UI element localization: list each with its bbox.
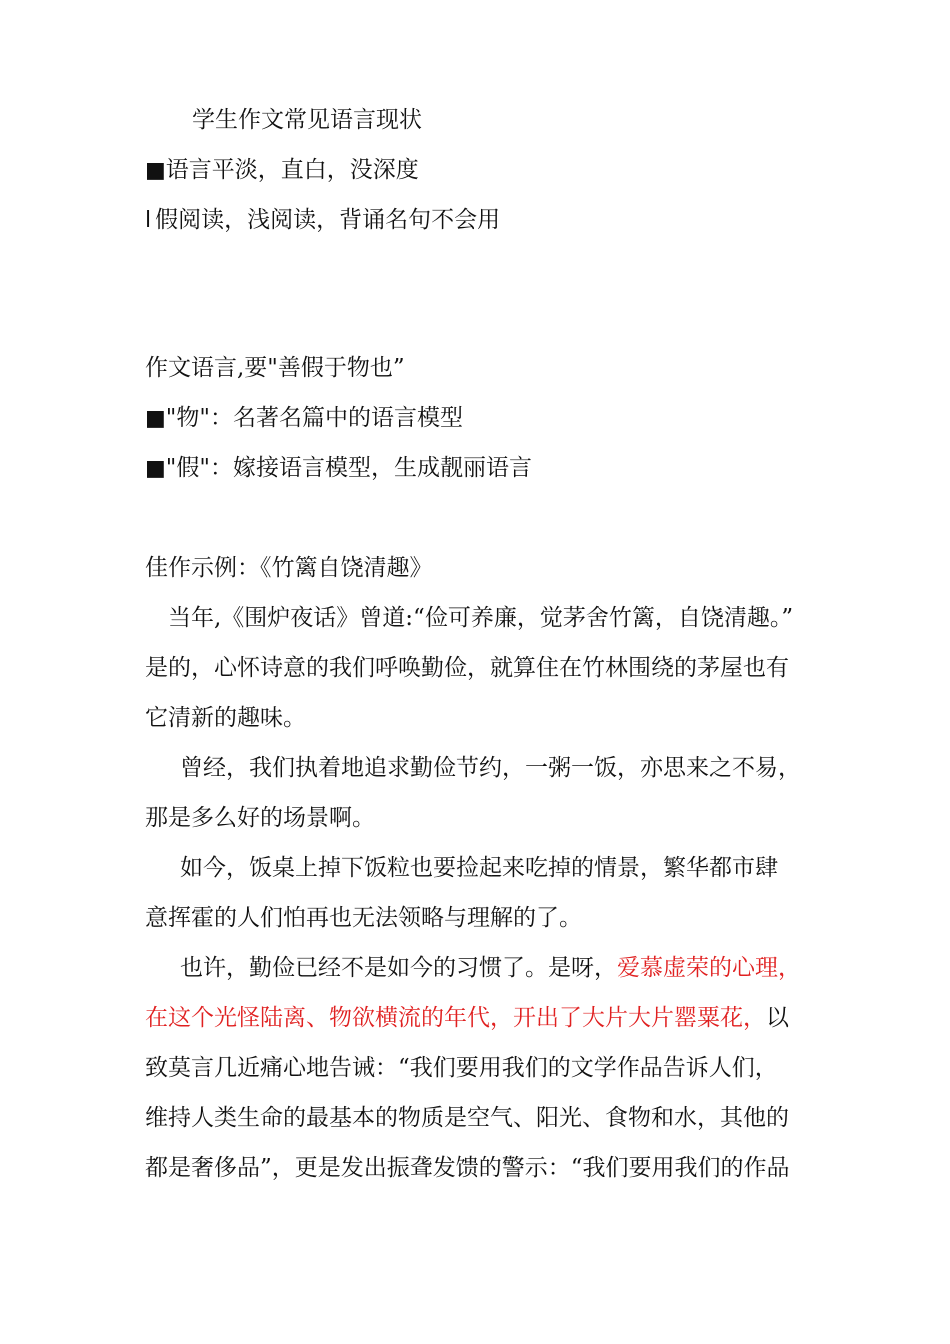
bullet-text: 假阅读，浅阅读，背诵名句不会用 xyxy=(155,207,501,233)
section-title: 学生作文常见语言现状 xyxy=(192,107,422,133)
body-line: 都是奢侈品”，更是发出振聋发馈的警示：“我们要用我们的作品 xyxy=(145,1155,790,1181)
bullet-text: "假"：嫁接语言模型，生成靓丽语言 xyxy=(165,455,532,481)
body-line: 是的，心怀诗意的我们呼唤勤俭，就算住在竹林围绕的茅屋也有 xyxy=(145,655,789,681)
body-line xyxy=(180,953,801,983)
square-bullet-icon: ■ xyxy=(145,406,166,431)
square-bullet-icon: ■ xyxy=(145,456,166,481)
body-line: 维持人类生命的最基本的物质是空气、阳光、食物和水，其他的 xyxy=(145,1105,789,1131)
body-line: 曾经，我们执着地追求勤俭节约，一粥一饭，亦思来之不易， xyxy=(180,755,801,781)
body-line xyxy=(145,1003,789,1033)
body-line: 如今，饭桌上掉下饭粒也要捡起来吃掉的情景，繁华都市肆 xyxy=(180,855,778,881)
body-text: 也许，勤俭已经不是如今的习惯了。是呀， xyxy=(180,955,617,981)
square-bullet-icon: ■ xyxy=(145,158,166,183)
body-line: 致莫言几近痛心地告诫：“我们要用我们的文学作品告诉人们， xyxy=(145,1055,778,1081)
body-text: 以 xyxy=(766,1005,789,1031)
highlighted-text: 爱慕虚荣的心理， xyxy=(617,955,801,981)
example-heading: 佳作示例：《竹篱自饶清趣》 xyxy=(145,555,433,581)
bar-bullet-icon: l xyxy=(145,208,152,233)
bullet-text: "物"：名著名篇中的语言模型 xyxy=(165,405,463,431)
body-line: 当年,《围炉夜话》曾道:“俭可养廉，觉茅舍竹篱，自饶清趣。” xyxy=(168,605,794,631)
bullet-text: 语言平淡，直白，没深度 xyxy=(165,157,419,183)
body-line: 那是多么好的场景啊。 xyxy=(145,805,375,831)
bullet-item xyxy=(145,403,463,434)
section-title: 作文语言,要"善假于物也” xyxy=(145,355,405,381)
highlighted-text: 在这个光怪陆离、物欲横流的年代，开出了大片大片罂粟花， xyxy=(145,1005,766,1031)
bullet-item xyxy=(145,205,500,236)
body-line: 它清新的趣味。 xyxy=(145,705,306,731)
body-line: 意挥霍的人们怕再也无法领略与理解的了。 xyxy=(145,905,582,931)
bullet-item xyxy=(145,155,419,186)
bullet-item xyxy=(145,453,532,484)
